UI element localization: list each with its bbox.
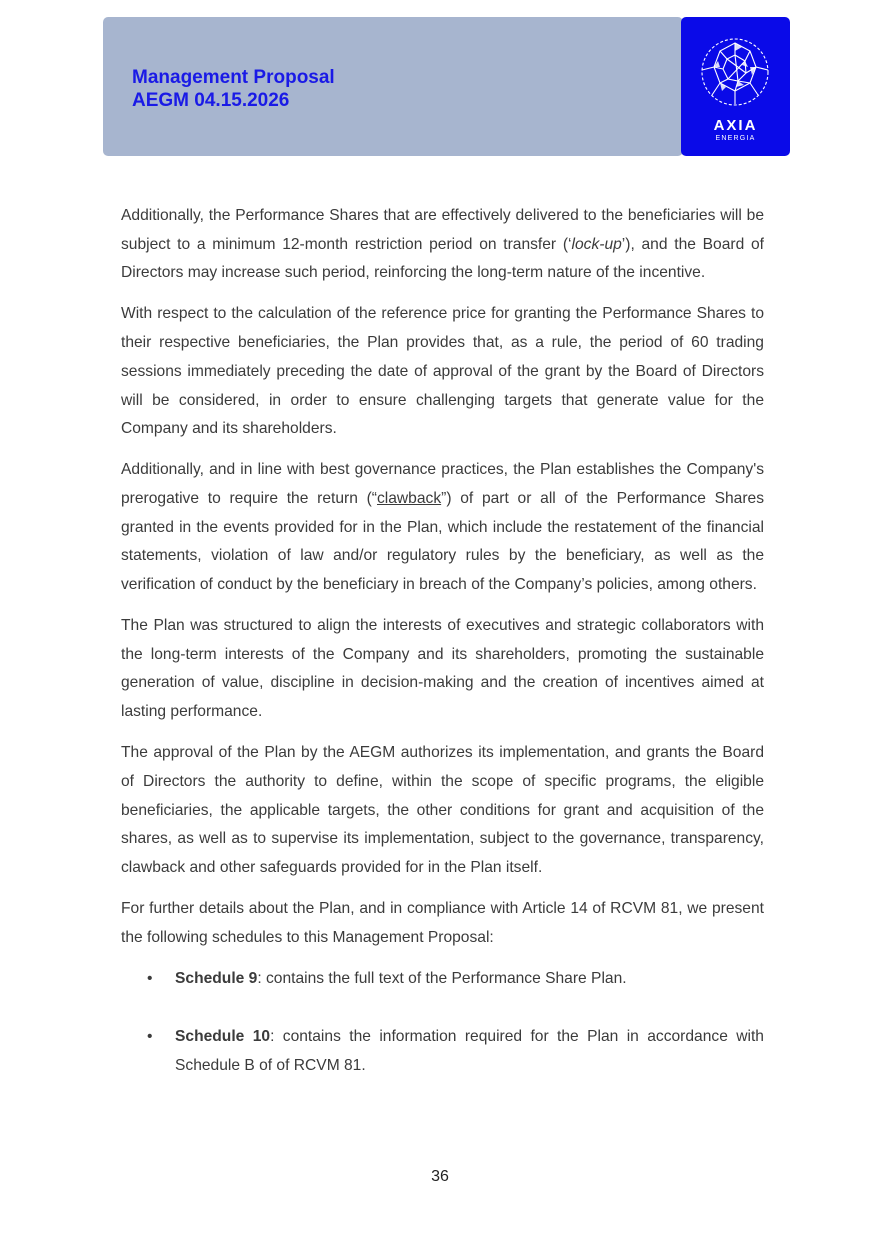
schedule-label: Schedule 10 [175, 1028, 271, 1046]
paragraph-schedules-intro: For further details about the Plan, and in compliance with Article 14 of RCVM 81, we present the following schedules to this Management Proposal: [121, 899, 764, 946]
title-line-1: Management Proposal [132, 67, 335, 88]
schedule-label: Schedule 9 [175, 969, 258, 987]
title-line-2: AEGM 04.15.2026 [132, 90, 290, 111]
logo-subtitle: ENERGIA [715, 135, 756, 142]
paragraph-plan-structure: The Plan was structured to align the interests of executives and strategic collaborators with the long-term interests of the Company and its shareholders, promoting the sustainable generation of value, discipline in decision-making and the creation of incentives aimed at lasting performance. [121, 617, 764, 721]
schedule-list [121, 965, 764, 1081]
paragraph-clawback: Additionally, and in line with best governance practices, the Plan establishes the Company's prerogative to require the return (“clawback”) of part or all of the Performance Shares granted in the events provided for in the Plan, which include the restatement of the financial statements, violation of law and/or regulatory rules by the beneficiary, as well as the verification of conduct by the beneficiary in breach of the Company’s policies, among others. [121, 461, 764, 594]
company-logo [681, 17, 790, 156]
list-item: • Schedule 10: contains the information required for the Plan in accordance with Schedule B of of RCVM 81. [121, 1023, 764, 1080]
paragraph-plan-approval: The approval of the Plan by the AEGM authorizes its implementation, and grants the Board of Directors the authority to define, within the scope of specific programs, the eligible beneficiaries, the applicable targets, the other conditions for grant and acquisition of the shares, as well as to supervise its implementation, subject to the governance, transparency, clawback and other safeguards provided for in the Plan itself. [121, 744, 764, 876]
page-number: 36 [431, 1168, 449, 1185]
logo-wordmark: AXIA [713, 117, 758, 134]
lockup-term: lock-up [571, 235, 622, 253]
geodesic-globe-icon [700, 37, 770, 107]
paragraph-lockup: Additionally, the Performance Shares that are effectively delivered to the beneficiaries will be subject to a minimum 12-month restriction period on transfer (‘lock-up’), and the Board of Directors may increase such period, reinforcing the long-term nature of the incentive. [121, 207, 764, 282]
document-title [132, 66, 335, 112]
document-body [121, 202, 764, 1081]
list-item: • Schedule 9: contains the full text of the Performance Share Plan. [121, 965, 764, 994]
paragraph-reference-price: With respect to the calculation of the reference price for granting the Performance Shares to their respective beneficiaries, the Plan provides that, as a rule, the period of 60 trading sessions immediately preceding the date of approval of the grant by the Board of Directors will be considered, in order to ensure challenging targets that generate value for the Company and its shareholders. [121, 305, 764, 438]
clawback-term: clawback [376, 489, 442, 507]
